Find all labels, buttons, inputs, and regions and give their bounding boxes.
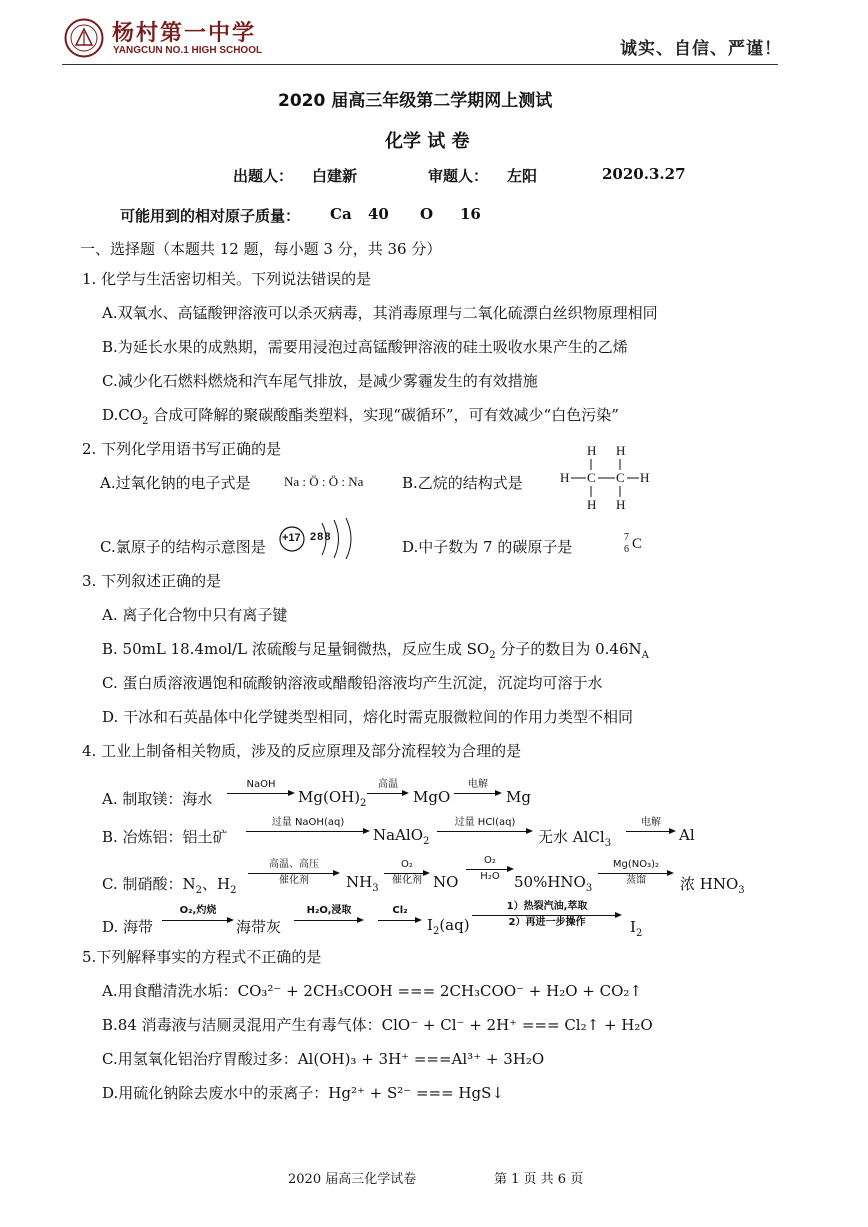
ethane-h4: H [640, 470, 650, 485]
q2-option-b: B.乙烷的结构式是 [402, 474, 523, 492]
atomic-mass-o: O [420, 205, 434, 223]
q4-b-product1 [373, 826, 429, 847]
q4-a-arrow2 [367, 780, 409, 800]
q1-option-a: A.双氧水、高锰酸钾溶液可以杀灭病毒，其消毒原理与二氧化硫漂白丝织物原理相同 [102, 304, 658, 322]
q5-stem: 5.下列解释事实的方程式不正确的是 [82, 948, 322, 966]
q4-b-p2-sub: 3 [604, 838, 612, 849]
q4-b-arrow2 [437, 818, 533, 838]
q4-c-sub2: 2 [230, 885, 237, 896]
school-name-en: YANGCUN NO.1 HIGH SCHOOL [113, 45, 263, 56]
q3-option-b [102, 638, 649, 661]
q4-c-arrow3-top: O₂ [484, 855, 496, 866]
q4-d-arrow4-bottom: 2）再进一步操作 [508, 917, 586, 928]
q1-d-post: 合成可降解的聚碳酸酯类塑料，实现“碳循环”，可有效减少“白色污染” [148, 406, 619, 424]
q4-d-p2-sub: 2 [432, 926, 440, 937]
q4-c-arrow2 [384, 860, 430, 890]
sodium-peroxide-formula: Na : Ö : Ö : Na [284, 474, 364, 489]
reviewer-name: 左阳 [507, 167, 538, 185]
q4-d-arrow1-label: O₂,灼烧 [179, 905, 217, 916]
q4-d-p2: I [427, 916, 433, 934]
q4-c-arrow1-top: 高温、高压 [269, 859, 319, 870]
q4-c-label: C. 制硝酸：N [102, 875, 196, 893]
setter-label: 出题人： [233, 167, 294, 185]
school-emblem-icon [64, 18, 104, 58]
ethane-h1: H [587, 443, 597, 458]
q3-b-sub: 2 [489, 650, 496, 661]
q4-d-arrow4-top: 1）热裂汽油,萃取 [506, 901, 588, 912]
school-motto: 诚实、自信、严谨！ [620, 39, 782, 59]
q4-a-arrow2-label: 高温 [378, 779, 398, 790]
q4-b-p1-sub: 2 [423, 836, 430, 847]
carbon-isotope [624, 532, 648, 558]
q2-option-a: A.过氧化钠的电子式是 [100, 474, 251, 492]
q4-b-arrow1 [246, 818, 370, 838]
footer-page-number: 第 1 页 共 6 页 [494, 1172, 584, 1187]
q4-c-product1 [346, 873, 379, 894]
q4-b-arrow2-label: 过量 HCl(aq) [454, 817, 516, 828]
atomic-mass-o-value: 16 [460, 205, 481, 223]
q3-b-mid: 分子的数目为 0.46N [495, 640, 642, 658]
ethane-h6: H [616, 497, 626, 512]
atomic-mass-label: 可能用到的相对原子质量： [120, 207, 301, 225]
chlorine-nucleus: +17 [282, 532, 301, 544]
q4-b-label: B. 冶炼铝：铝土矿 [102, 828, 228, 846]
q4-c-arrow1-bottom: 催化剂 [279, 875, 309, 886]
q4-b-product2 [538, 826, 611, 849]
chlorine-shells: 2 8 8 [310, 531, 330, 543]
atomic-mass-ca-value: 40 [368, 205, 389, 223]
q4-a-p1: Mg(OH) [298, 788, 361, 806]
q4-c-arrow3-bottom: H₂O [480, 871, 500, 882]
q1-option-d [102, 404, 619, 427]
q3-b-sub2: A [641, 650, 649, 661]
q4-d-arrow4 [472, 902, 622, 932]
atomic-mass-ca: Ca [330, 205, 352, 223]
q4-c-arrow4-top: Mg(NO₃)₂ [612, 859, 660, 870]
footer-title: 2020 届高三化学试卷 [288, 1172, 417, 1187]
q4-b-arrow3-label: 电解 [641, 817, 661, 828]
q4-c-p3: 50%HNO [514, 873, 586, 891]
ethane-structure [560, 443, 656, 515]
q2-stem: 2. 下列化学用语书写正确的是 [82, 440, 282, 458]
q4-c-product3 [514, 873, 592, 894]
reviewer-label: 审题人： [428, 167, 489, 185]
q3-option-d: D. 干冰和石英晶体中化学键类型相同，熔化时需克服微粒间的作用力类型不相同 [102, 708, 634, 726]
q4-a-product2: MgO [413, 788, 451, 806]
q3-option-a: A. 离子化合物中只有离子键 [102, 606, 288, 624]
q4-a-p1-sub: 2 [360, 798, 367, 809]
q2-option-c: C.氯原子的结构示意图是 [100, 538, 266, 556]
q4-c-arrow3 [466, 856, 514, 890]
section-heading: 一、选择题（本题共 12 题，每小题 3 分，共 36 分） [80, 240, 442, 258]
ethane-bonds [560, 443, 656, 515]
ethane-h5: H [587, 497, 597, 512]
exam-subtitle: 化学 试 卷 [385, 131, 470, 152]
q4-c-p3-sub: 3 [585, 883, 593, 894]
q4-c-p1-sub: 3 [372, 883, 379, 894]
q4-d-p3-sub: 2 [635, 928, 643, 939]
q4-c-p4-sub: 3 [738, 885, 745, 896]
q4-d-arrow2-label: H₂O,浸取 [306, 905, 352, 916]
q4-c-arrow4 [598, 860, 674, 890]
exam-date: 2020.3.27 [602, 165, 686, 183]
q4-c-sub1: 2 [195, 885, 202, 896]
q4-c-arrow4-bottom: 蒸馏 [626, 875, 646, 886]
q1-option-b: B.为延长水果的成熟期，需要用浸泡过高锰酸钾溶液的硅土吸收水果产生的乙烯 [102, 338, 628, 356]
q5-option-c: C.用氢氧化铝治疗胃酸过多：Al(OH)₃ + 3H⁺ ===Al³⁺ + 3H₂O [102, 1050, 545, 1068]
q5-option-a: A.用食醋清洗水垢：CO₃²⁻ + 2CH₃COOH === 2CH₃COO⁻ + H₂O + CO₂↑ [102, 982, 642, 1000]
exam-title: 2020 届高三年级第二学期网上测试 [278, 91, 553, 111]
q4-c-h2: 、H [201, 875, 231, 893]
q4-d-product3 [630, 918, 642, 939]
q3-option-c: C. 蛋白质溶液遇饱和硫酸钠溶液或醋酸铅溶液均产生沉淀，沉淀均可溶于水 [102, 674, 603, 692]
q1-stem: 1. 化学与生活密切相关。下列说法错误的是 [82, 270, 372, 288]
setter-name: 白建新 [312, 167, 358, 185]
q4-c-p1: NH [346, 873, 373, 891]
chlorine-atom-diagram [278, 515, 368, 559]
q4-a-arrow1-label: NaOH [246, 779, 276, 790]
q4-b-product3: Al [679, 826, 695, 844]
isotope-symbol: C [632, 536, 643, 552]
q3-b-pre: B. 50mL 18.4mol/L 浓硫酸与足量铜微热，反应生成 SO [102, 640, 490, 658]
q1-option-c: C.减少化石燃料燃烧和汽车尾气排放，是减少雾霾发生的有效措施 [102, 372, 538, 390]
q4-b-p2: 无水 AlCl [538, 828, 605, 846]
q4-d-arrow2 [294, 906, 364, 928]
q4-stem: 4. 工业上制备相关物质，涉及的反应原理及部分流程较为合理的是 [82, 742, 522, 760]
q4-a-product1 [298, 788, 366, 809]
q5-option-d: D.用硫化钠除去废水中的汞离子：Hg²⁺ + S²⁻ === HgS↓ [102, 1084, 504, 1102]
q4-c-arrow2-bottom: 催化剂 [392, 875, 422, 886]
school-name-cn: 杨村第一中学 [112, 21, 257, 46]
q4-d-arrow1 [162, 906, 234, 928]
q4-c-product4 [680, 873, 745, 896]
ethane-c2: C [616, 470, 625, 485]
ethane-c1: C [587, 470, 596, 485]
q2-option-d: D.中子数为 7 的碳原子是 [402, 538, 573, 556]
q4-c-arrow1 [248, 860, 340, 890]
q4-d-product1: 海带灰 [236, 918, 282, 936]
q3-stem: 3. 下列叙述正确的是 [82, 572, 222, 590]
q4-b-p1: NaAlO [373, 826, 423, 844]
q4-a-product3: Mg [506, 788, 531, 806]
ethane-h3: H [560, 470, 570, 485]
q4-c-product2: NO [433, 873, 459, 891]
q4-a-label: A. 制取镁：海水 [102, 790, 213, 808]
school-logo [64, 18, 104, 58]
q4-a-arrow3-label: 电解 [468, 779, 488, 790]
q4-d-arrow3-label: Cl₂ [392, 905, 408, 916]
q5-option-b: B.84 消毒液与洁厕灵混用产生有毒气体：ClO⁻ + Cl⁻ + 2H⁺ === Cl₂↑ + H₂O [102, 1016, 653, 1034]
q4-a-arrow3 [454, 780, 502, 800]
q4-d-p2-post: (aq) [439, 916, 470, 934]
ethane-h2: H [616, 443, 626, 458]
q4-c-arrow2-top: O₂ [401, 859, 413, 870]
q4-d-arrow3 [378, 906, 422, 928]
q4-d-label: D. 海带 [102, 918, 154, 936]
isotope-number: 6 [624, 544, 629, 555]
q4-d-product2 [427, 916, 470, 937]
isotope-mass: 7 [624, 532, 629, 543]
q4-c-reactants [102, 873, 236, 896]
q4-b-arrow1-label: 过量 NaOH(aq) [271, 817, 345, 828]
q4-b-arrow3 [626, 818, 676, 838]
q4-d-p3: I [630, 918, 636, 936]
header-divider [62, 64, 778, 65]
q1-d-pre: D.CO [102, 406, 143, 424]
q4-c-p4: 浓 HNO [680, 875, 739, 893]
q4-a-arrow1 [227, 780, 295, 800]
q1-d-sub: 2 [142, 416, 149, 427]
